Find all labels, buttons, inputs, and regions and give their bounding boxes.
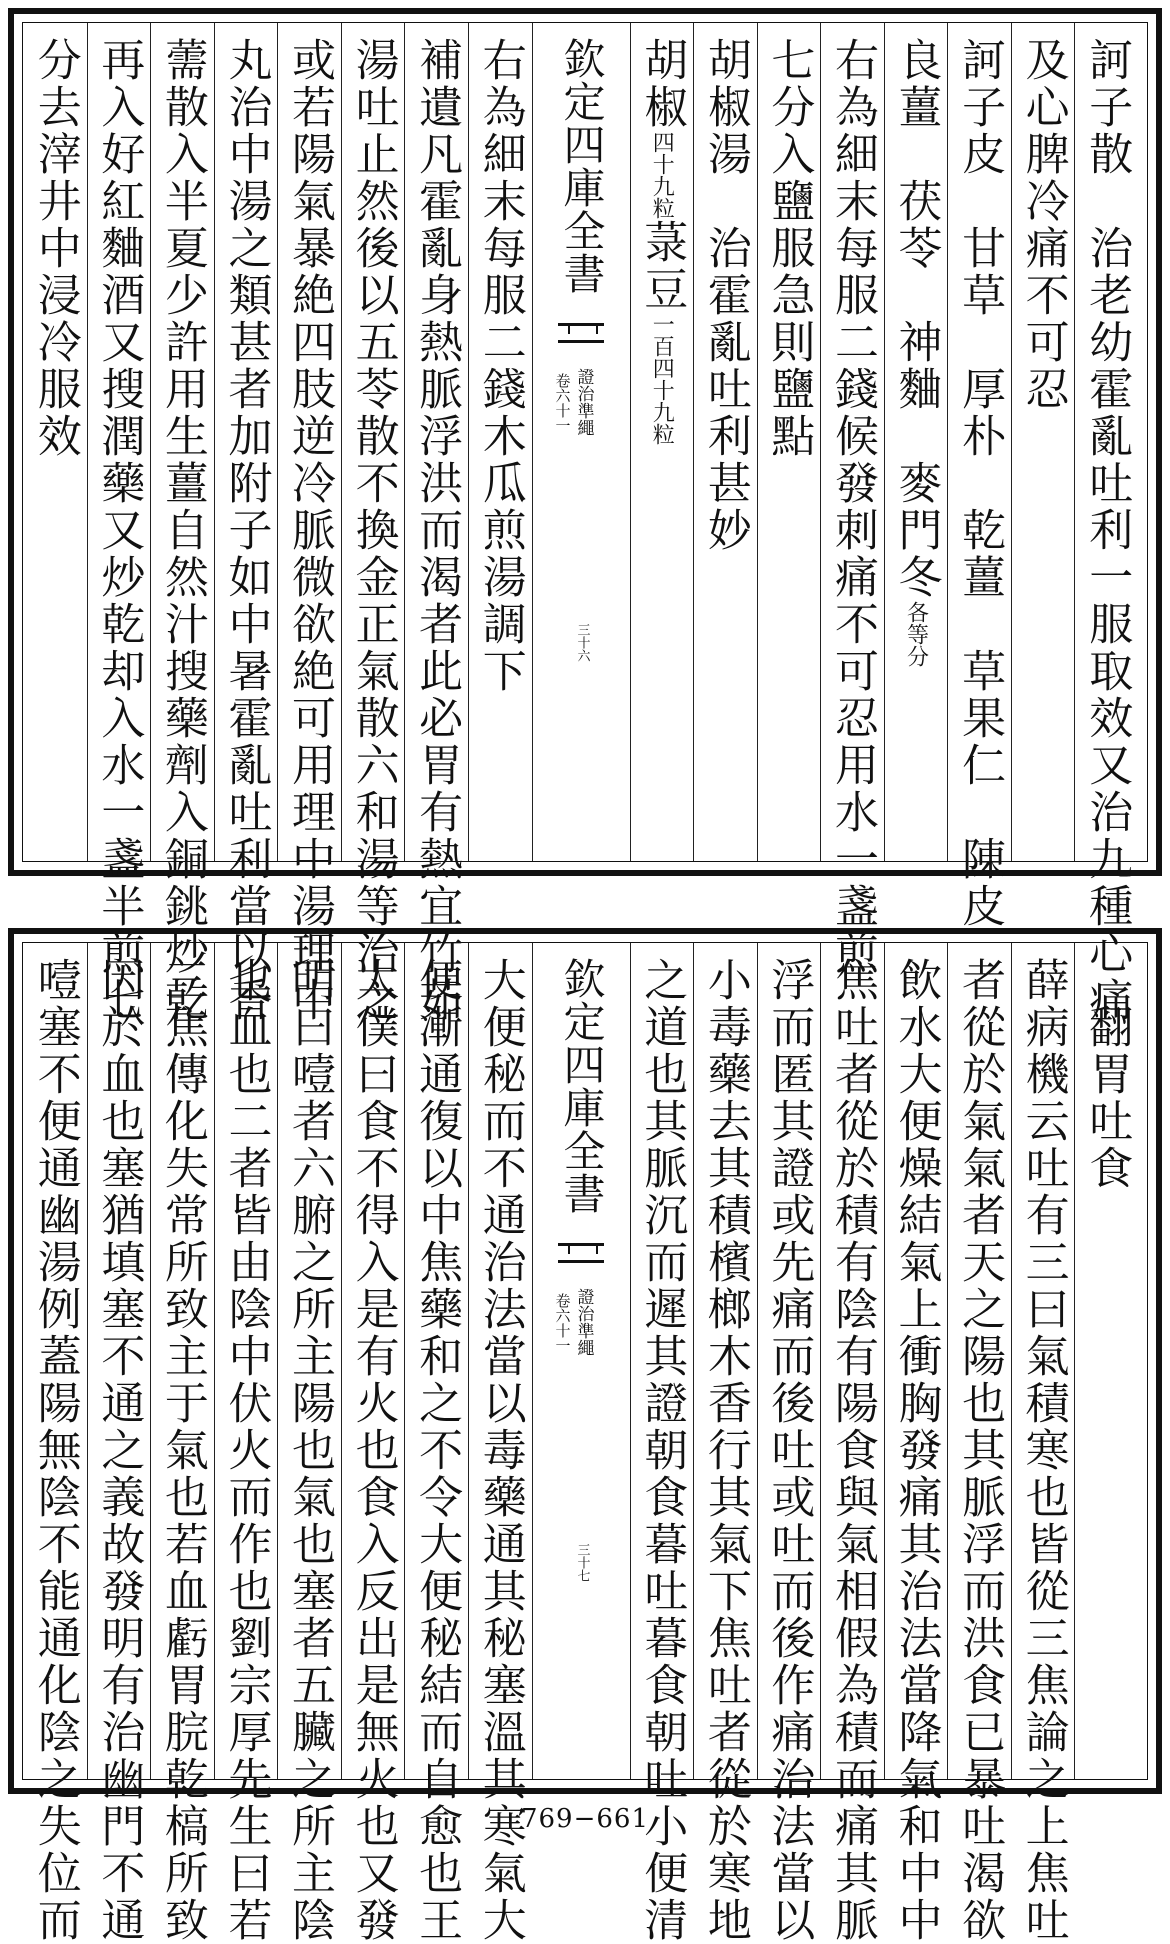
column-text: 之道也其脈沉而遲其證朝食暮吐暮食朝吐小便清 [636,957,688,1944]
column-text: 噎塞不便通幽湯例蓋陽無陰不能通化陰之失位而 [29,957,81,1944]
gutter-volume: 卷六十一 [553,373,572,433]
column-text: 浮而匿其證或先痛而後吐或吐而後作痛治法當以 [763,957,815,1944]
text-column [631,37,691,445]
gutter-book-title: 證治準繩 [573,1288,594,1356]
column-rule [884,23,885,861]
text-column [215,37,275,1024]
column-rule [947,943,948,1779]
column-rule [630,23,631,861]
column-text: 分去滓井中浸冷服效 [29,37,81,460]
column-text: 菉豆 [636,219,688,313]
text-column [886,37,946,667]
gutter-title: 欽定四庫全書 [557,37,607,295]
column-rule [820,943,821,1779]
column-text: 薛病機云吐有三曰氣積寒也皆從三焦論之上焦吐 [1017,957,1069,1944]
column-rule [820,23,821,861]
column-text: 良薑 茯苓 神麯 麥門冬 [890,37,942,601]
text-column [279,37,339,1024]
column-text: 右為細末每服二錢木瓜煎湯調下 [474,37,526,695]
page-number: 769−661 [520,1804,650,1834]
column-rule [693,943,694,1779]
text-column [1076,957,1136,1192]
column-text: 翻胃吐食 [1081,957,1133,1192]
column-text: 右為細末每服二錢候發刺痛不可忍用水一盞煎 [826,37,878,977]
text-column [949,37,1009,930]
column-rule [757,23,758,861]
text-column [343,37,403,1024]
column-text: 薷散入半夏少許用生薑自然汁搜藥劑入銅銚炒乾 [156,37,208,1024]
column-text: 訶子散 治老幼霍亂吐利一服取效又治九種心痛 [1081,37,1133,1024]
gutter-book-title: 證治準繩 [573,368,594,436]
column-rule [532,23,533,861]
column-rule [1074,23,1075,861]
text-column [25,37,85,460]
column-text: 明曰噎者六腑之所主陽也氣也塞者五臟之所主陰 [284,957,336,1944]
inner-border [22,22,1148,1024]
column-text: 飲水大便燥結氣上衝胸發痛其治法當降氣和中中 [890,957,942,1944]
column-rule [341,23,342,861]
column-rule [150,943,151,1779]
gutter-volume: 卷六十一 [553,1293,572,1353]
column-rule [214,943,215,1779]
fish-tail-mark-icon [558,1243,604,1263]
column-text: 胡椒 [636,37,688,131]
column-rule [884,943,885,1779]
gutter-page-number: 三十六 [574,623,590,662]
text-column [470,37,530,695]
column-text: 或若陽氣暴絶四肢逆冷脈微欲絶可用理中湯理中 [284,37,336,1024]
text-column [88,37,148,1024]
center-gutter [532,23,630,861]
text-column [1076,37,1136,1024]
text-column [215,957,275,1944]
column-rule [87,943,88,1779]
text-column [822,957,882,1944]
text-column [886,957,946,1944]
text-column [695,37,755,554]
text-column [1013,957,1073,1944]
column-text: 三焦傳化失常所致主于氣也若血虧胃脘乾槁所致 [156,957,208,1944]
column-rule [214,23,215,861]
text-column [631,957,691,1944]
text-column [406,957,466,1944]
column-rule [150,23,151,861]
text-column [343,957,403,1944]
text-column [695,957,755,1944]
center-gutter [532,943,630,1779]
gutter-page-number: 三十七 [574,1543,590,1582]
text-column [758,957,818,1944]
text-column [25,957,85,1944]
text-column [152,957,212,1944]
column-text: 便漸通復以中焦藥和之不令大便秘結而自愈也王 [411,957,463,1944]
column-text: 補遺凡霍亂身熱脈浮洪而渴者此必胃有熱宜竹茹 [411,37,463,1024]
column-text: 大便秘而不通治法當以毒藥通其秘塞溫其寒氣大 [474,957,526,1944]
column-text: 胡椒湯 治霍亂吐利甚妙 [699,37,751,554]
column-rule [630,943,631,1779]
top-page [0,8,1170,1024]
text-column [822,37,882,977]
gutter-title: 欽定四庫全書 [557,957,607,1215]
column-rule [404,23,405,861]
column-rule [693,23,694,861]
column-text: 焦吐者從於積有陰有陽食與氣相假為積而痛其脈 [826,957,878,1944]
column-annotation: 一百四十九粒 [649,313,675,445]
column-rule [1011,23,1012,861]
column-rule [277,23,278,861]
text-column [279,957,339,1944]
column-rule [277,943,278,1779]
text-column [152,37,212,1024]
outer-border [8,8,1162,1024]
column-text: 因於血也塞猶填塞不通之義故發明有治幽門不通 [93,957,145,1944]
column-rule [947,23,948,861]
column-annotation: 各等分 [903,601,929,667]
column-rule [404,943,405,1779]
column-text: 小毒藥去其積檳榔木香行其氣下焦吐者從於寒地 [699,957,751,1944]
column-text: 訶子皮 甘草 厚朴 乾薑 草果仁 陳皮 [954,37,1006,930]
column-rule [532,943,533,1779]
text-column [949,957,1009,1944]
column-text: 也血也二者皆由陰中伏火而作也劉宗厚先生曰若 [220,957,272,1944]
column-text: 七分入鹽服急則鹽點 [763,37,815,460]
column-annotation: 四十九粒 [649,131,675,219]
text-column [470,957,530,1944]
fish-tail-mark-icon [558,323,604,343]
text-column [88,957,148,1944]
column-text: 再入好紅麯酒又搜潤藥又炒乾却入水一盞半煎七 [93,37,145,1024]
column-rule [757,943,758,1779]
column-rule [1011,943,1012,1779]
column-rule [87,23,88,861]
text-column [406,37,466,1024]
text-column [758,37,818,460]
column-text: 及心脾冷痛不可忍 [1017,37,1069,413]
column-text: 湯吐止然後以五苓散不換金正氣散六和湯等治之 [347,37,399,1024]
column-rule [468,943,469,1779]
column-rule [1074,943,1075,1779]
text-column [1013,37,1073,413]
column-rule [341,943,342,1779]
column-text: 太僕曰食不得入是有火也食入反出是無火也又發 [347,957,399,1944]
column-text: 丸治中湯之類甚者加附子如中暑霍亂吐利當以香 [220,37,272,1024]
column-rule [468,23,469,861]
column-text: 者從於氣氣者天之陽也其脈浮而洪食已暴吐渴欲 [954,957,1006,1944]
